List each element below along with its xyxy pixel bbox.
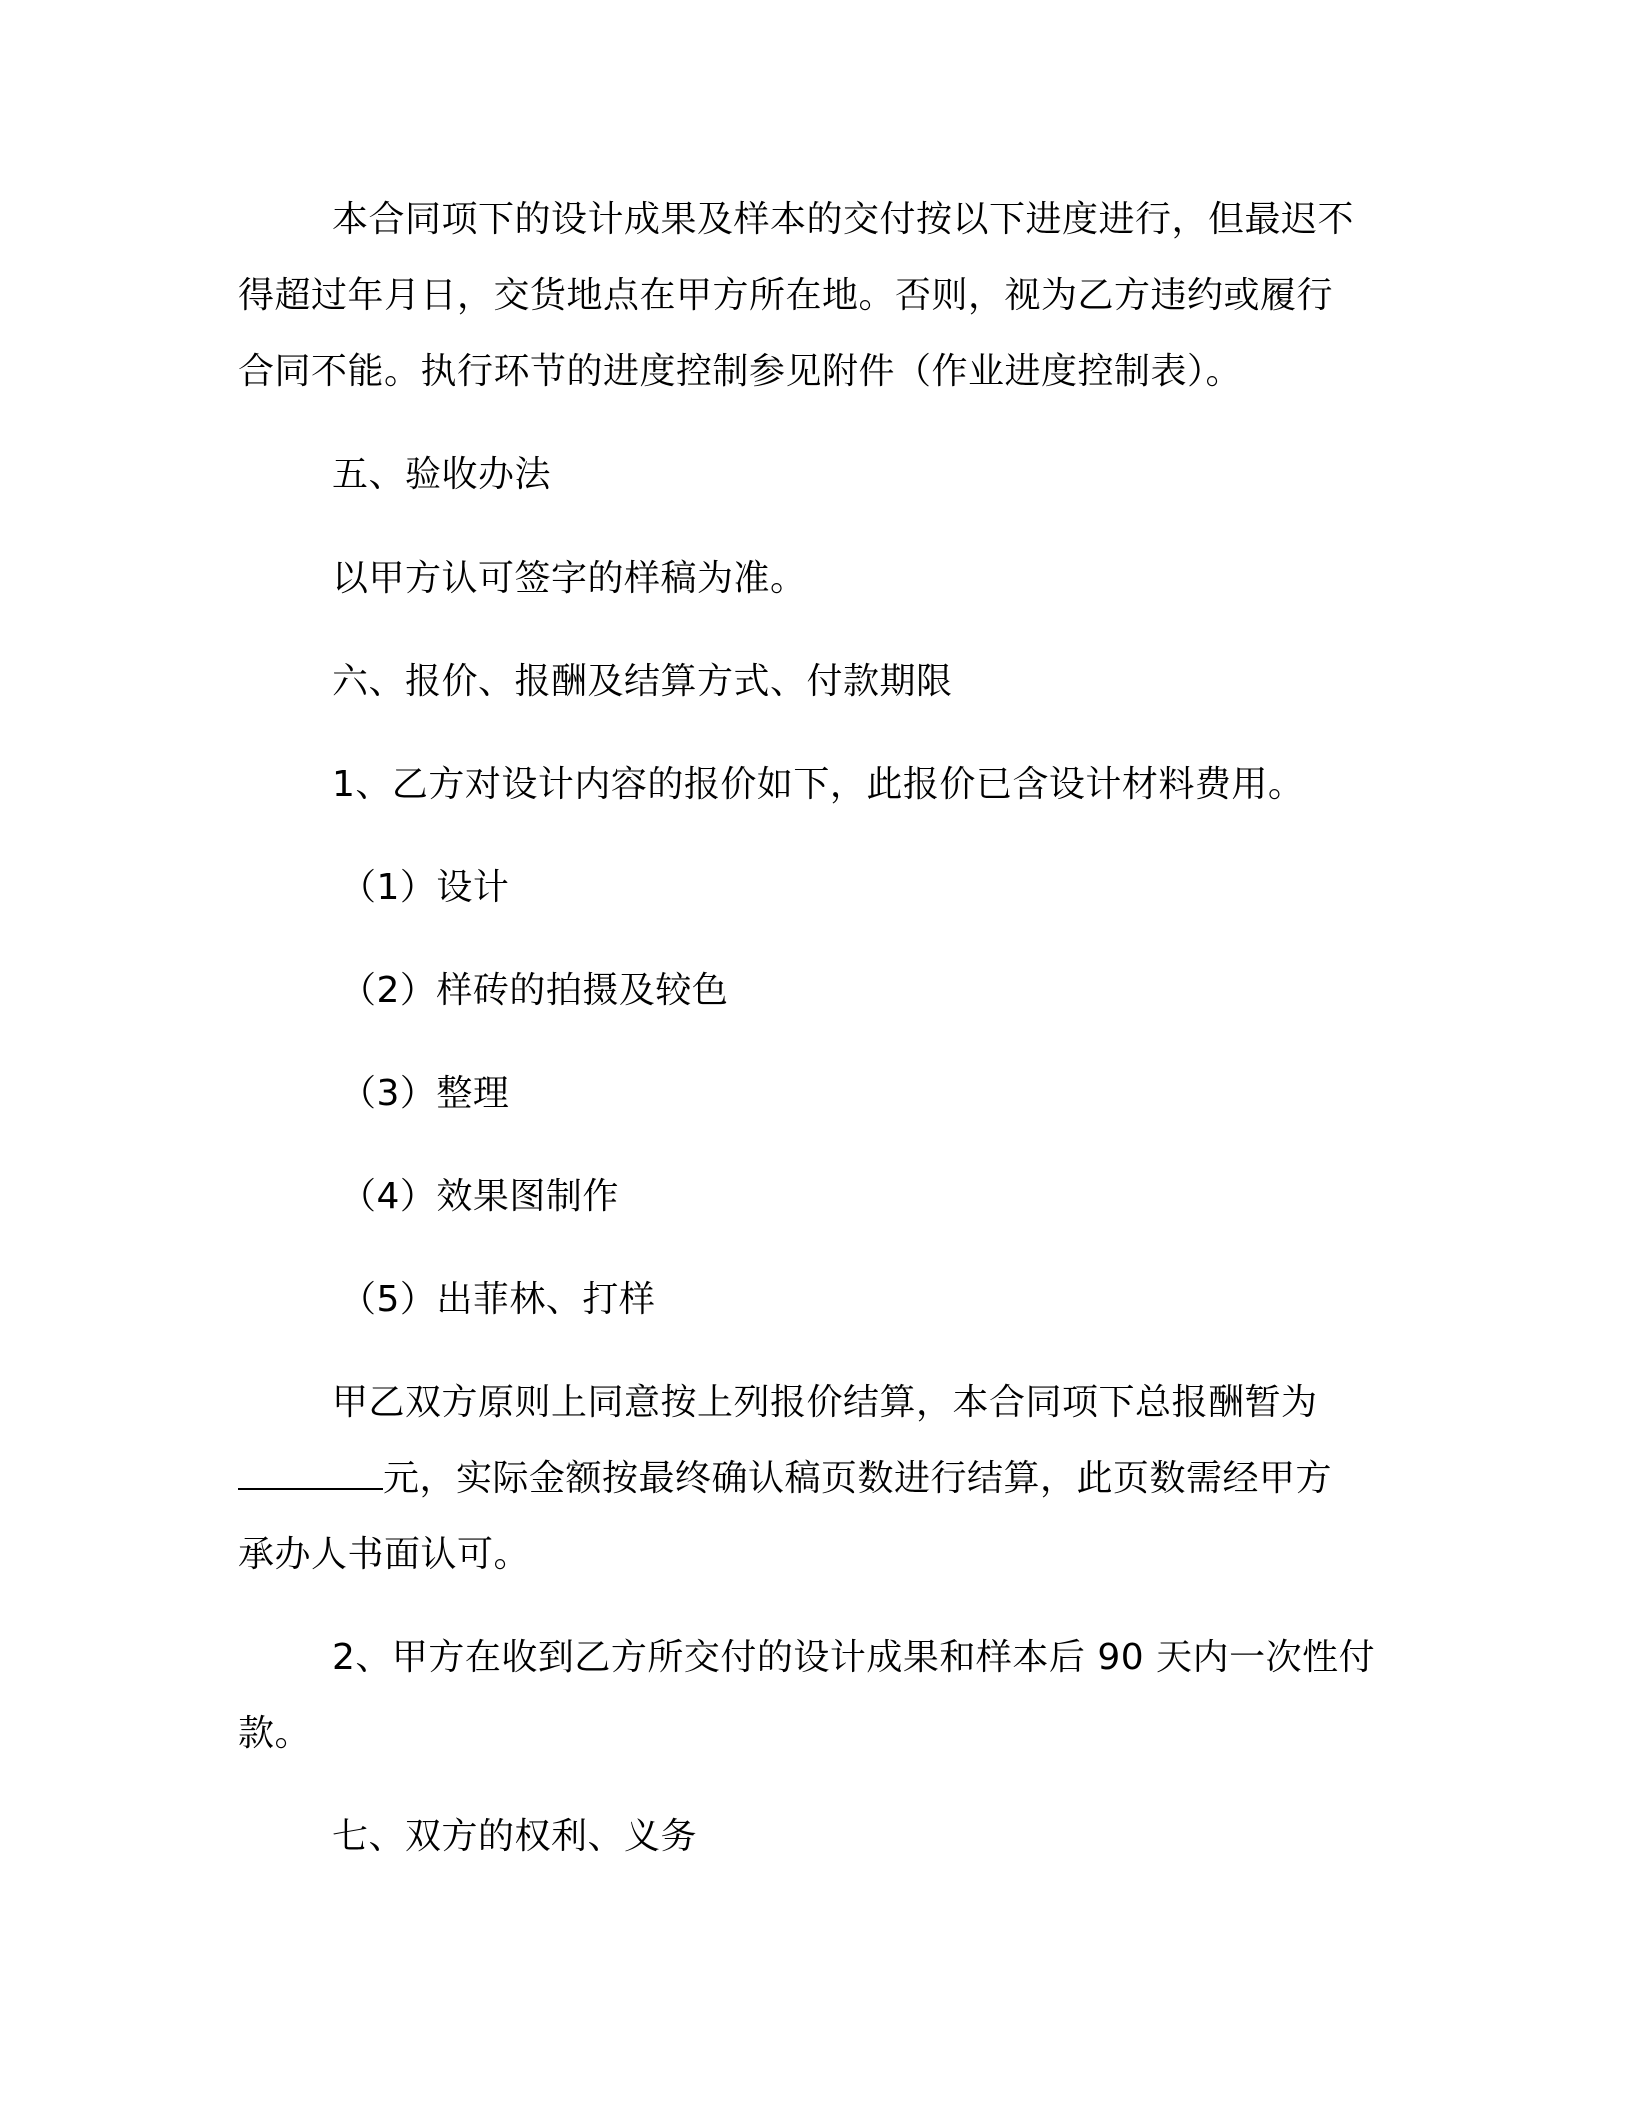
amount-blank [238, 1458, 383, 1490]
section-7-heading: 七、双方的权利、义务 [332, 1816, 698, 1857]
delivery-paragraph-line-1: 本合同项下的设计成果及样本的交付按以下进度进行，但最迟不 [332, 199, 1355, 240]
section-6-heading: 六、报价、报酬及结算方式、付款期限 [332, 661, 953, 702]
section-6-item-2-line-2: 款。 [238, 1713, 312, 1754]
settlement-line-1: 甲乙双方原则上同意按上列报价结算，本合同项下总报酬暂为 [332, 1382, 1318, 1423]
price-subitem-5: （5）出菲林、打样 [340, 1279, 656, 1320]
section-6-item-2-line-1: 2、甲方在收到乙方所交付的设计成果和样本后 90 天内一次性付 [332, 1637, 1376, 1678]
settlement-line-2 [238, 1455, 1332, 1503]
price-subitem-3: （3）整理 [340, 1073, 510, 1114]
price-subitem-2: （2）样砖的拍摄及较色 [340, 970, 729, 1011]
delivery-paragraph-line-2: 得超过年月日，交货地点在甲方所在地。否则，视为乙方违约或履行 [238, 275, 1334, 316]
settlement-line-3: 承办人书面认可。 [238, 1534, 531, 1575]
delivery-paragraph-line-3: 合同不能。执行环节的进度控制参见附件（作业进度控制表）。 [238, 351, 1243, 392]
settlement-line-2-text: 元，实际金额按最终确认稿页数进行结算，此页数需经甲方 [383, 1458, 1333, 1499]
section-6-item-1: 1、乙方对设计内容的报价如下，此报价已含设计材料费用。 [332, 764, 1305, 805]
section-5-heading: 五、验收办法 [332, 454, 552, 495]
section-5-body: 以甲方认可签字的样稿为准。 [332, 558, 807, 599]
price-subitem-4: （4）效果图制作 [340, 1176, 619, 1217]
price-subitem-1: （1）设计 [340, 867, 510, 908]
